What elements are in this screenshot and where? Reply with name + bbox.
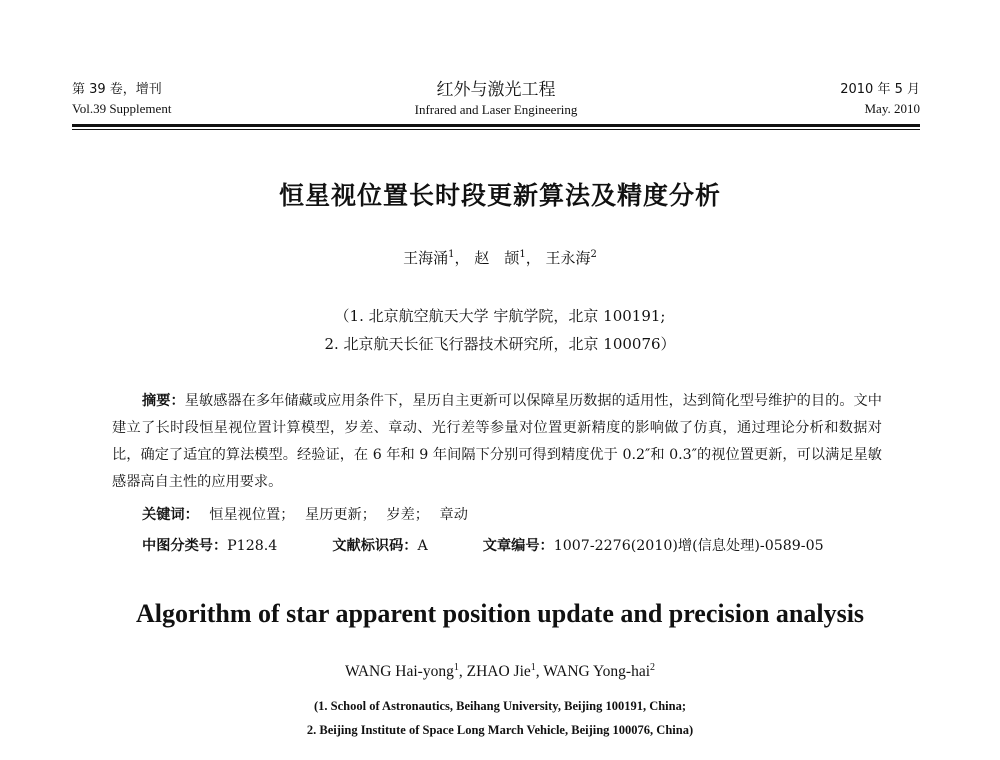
authors-cn: 王海涌$^1$， 赵 颉$^1$， 王永海$^2$ <box>403 249 597 267</box>
article-number-value: 1007-2276(2010)增(信息处理)-0589-05 <box>553 538 824 554</box>
header-date-en: May. 2010 <box>864 101 920 116</box>
doc-code-label: 文献标识码： <box>332 538 418 554</box>
affiliation-cn-line: 2. 北京航天长征飞行器技术研究所，北京 100076） <box>324 335 676 353</box>
authors-en: WANG Hai-yong$^1$, ZHAO Jie$^1$, WANG Yong-hai$^2$ <box>344 661 656 680</box>
header-journal-en: Infrared and Laser Engineering <box>414 102 578 117</box>
header-rule-thin <box>72 129 920 130</box>
header-volume-cn: 第 39 卷，增刊 <box>72 82 162 97</box>
keyword: 岁差； <box>386 507 429 523</box>
author-en: WANG Yong-hai <box>543 663 651 680</box>
affiliations-cn <box>0 302 1000 358</box>
author-en: WANG Hai-yong <box>344 663 454 680</box>
author-cn-affil: 2 <box>590 249 597 260</box>
keyword: 恒星视位置； <box>209 507 295 523</box>
keywords <box>142 503 468 527</box>
paper-title-en: Algorithm of star apparent position update and precision analysis <box>135 599 865 628</box>
header-journal-cn: 红外与激光工程 <box>436 80 556 100</box>
doc-code-value: A <box>417 538 428 554</box>
paper-title-cn: 恒星视位置长时段更新算法及精度分析 <box>278 181 721 210</box>
author-en-affil: 1 <box>453 661 459 673</box>
header-journal <box>72 80 920 119</box>
affiliation-cn-line: （1. 北京航空航天大学 宇航学院，北京 100191; <box>334 307 666 325</box>
affiliation-en-line: 2. Beijing Institute of Space Long March Vehicle, Beijing 100076, China) <box>306 723 694 737</box>
header-date-cn: 2010 年 5 月 <box>840 82 920 97</box>
journal-header <box>72 80 920 120</box>
abstract-label: 摘要： <box>142 393 185 409</box>
header-volume-en: Vol.39 Supplement <box>72 101 172 116</box>
author-cn-affil: 1 <box>519 249 526 260</box>
header-rule-thick <box>72 124 920 127</box>
clc-value: P128.4 <box>227 538 278 554</box>
classification <box>142 534 824 558</box>
header-date <box>840 80 920 118</box>
affiliation-en-line: (1. School of Astronautics, Beihang University, Beijing 100191, China; <box>313 699 687 713</box>
author-en-affil: 1 <box>530 661 536 673</box>
author-cn: 赵 颉 <box>474 249 520 267</box>
affiliations-en <box>0 694 1000 742</box>
author-cn: 王永海 <box>545 249 591 267</box>
article-number-label: 文章编号： <box>482 538 554 554</box>
author-en-affil: 2 <box>650 661 656 673</box>
keyword: 星历更新； <box>304 507 376 523</box>
author-cn: 王海涌 <box>403 249 449 267</box>
clc-label: 中图分类号： <box>142 538 228 554</box>
keyword: 章动 <box>439 507 468 523</box>
abstract <box>112 388 882 496</box>
abstract-text: 星敏感器在多年储藏或应用条件下，星历自主更新可以保障星历数据的适用性，达到简化型号维护的目的。文中建立了长时段恒星视位置计算模型，岁差、章动、光行差等参量对位置更新精度的影响做了仿真，通过理论分析和数据对比，确定了适宜的算法模型。经验证，在 6 年和 9 年间隔下分别可得到精度优于 0.2″和 0.3″的视位置更新，可以满足星敏感器高自主性的应用要求。 <box>112 393 882 490</box>
author-en: ZHAO Jie <box>466 663 531 680</box>
author-cn-affil: 1 <box>448 249 455 260</box>
keywords-label: 关键词： <box>142 507 199 523</box>
